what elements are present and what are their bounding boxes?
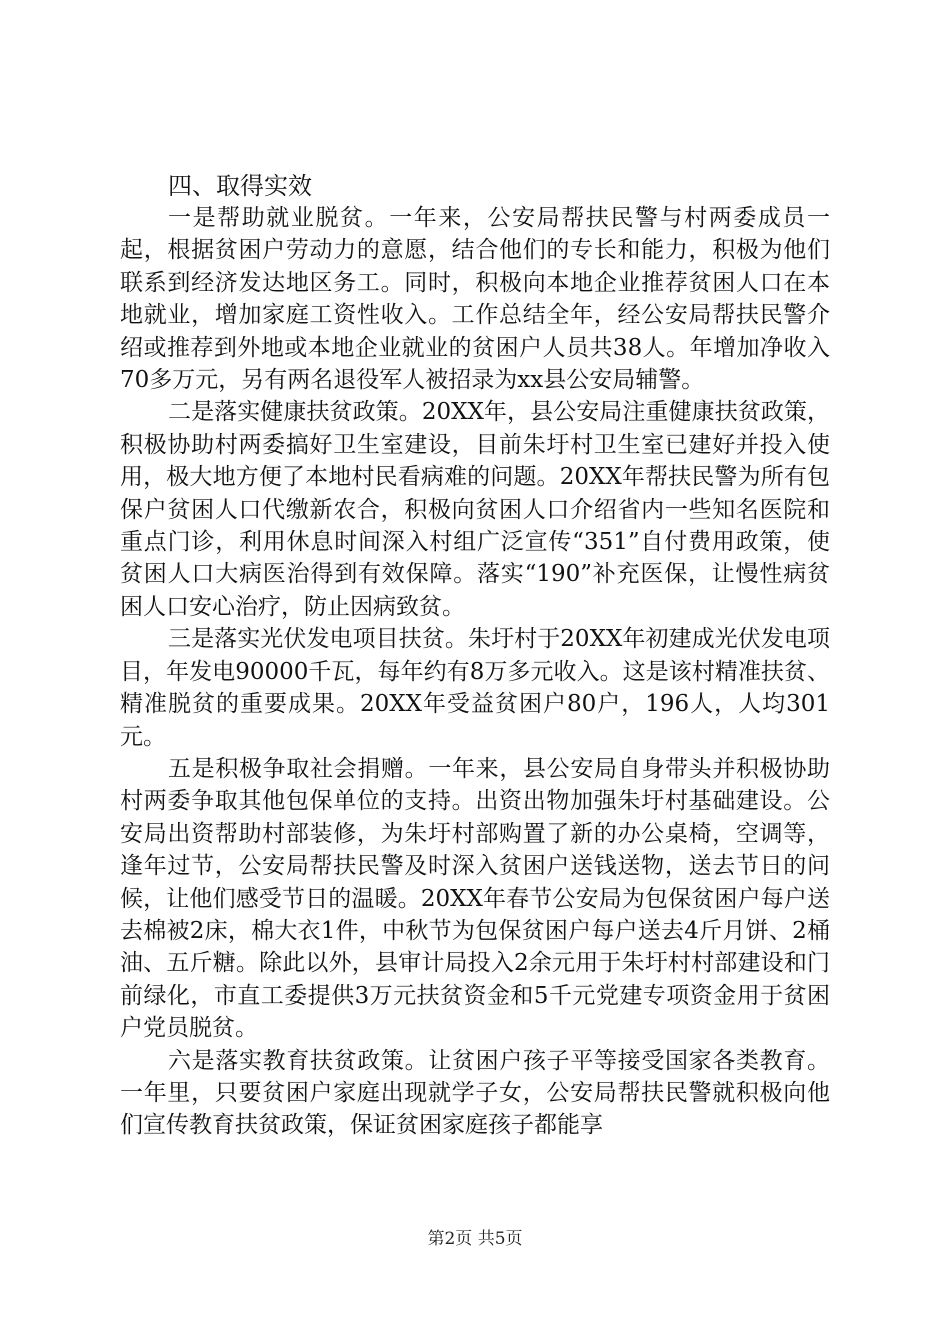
page-number-footer: 第2页 共5页 — [427, 1229, 523, 1249]
document-body — [120, 170, 830, 1142]
paragraph-solar: 三是落实光伏发电项目扶贫。朱圩村于20XX年初建成光伏发电项目，年发电90000千瓦，每年约有8万多元收入。这是该村精准扶贫、精准脱贫的重要成果。20XX年受益贫困户80户，196人，人均301元。 — [120, 626, 830, 750]
paragraph-donation: 五是积极争取社会捐赠。一年来，县公安局自身带头并积极协助村两委争取其他包保单位的支持。出资出物加强朱圩村基础建设。公安局出资帮助村部装修，为朱圩村部购置了新的办公桌椅，空调等，逢年过节，公安局帮扶民警及时深入贫困户送钱送物，送去节日的问候，让他们感受节日的温暖。20XX年春节公安局为包保贫困户每户送去棉被2床，棉大衣1件，中秋节为包保贫困户每户送去4斤月饼、2桶油、五斤糖。除此以外，县审计局投入2余元用于朱圩村村部建设和门前绿化，市直工委提供3万元扶贫资金和5千元党建专项资金用于贫困户党员脱贫。 — [120, 755, 830, 1042]
paragraph-employment: 一是帮助就业脱贫。一年来，公安局帮扶民警与村两委成员一起，根据贫困户劳动力的意愿，结合他们的专长和能力，积极为他们联系到经济发达地区务工。同时，积极向本地企业推荐贫困人口在本地就业，增加家庭工资性收入。工作总结全年，经公安局帮扶民警介绍或推荐到外地或本地企业就业的贫困户人员共38人。年增加净收入70多万元，另有两名退役军人被招录为xx县公安局辅警。 — [120, 205, 830, 394]
section-heading: 四、取得实效 — [168, 172, 312, 200]
paragraph-education: 六是落实教育扶贫政策。让贫困户孩子平等接受国家各类教育。一年里，只要贫困户家庭出现就学子女，公安局帮扶民警就积极向他们宣传教育扶贫政策，保证贫困家庭孩子都能享 — [120, 1047, 830, 1139]
paragraph-health: 二是落实健康扶贫政策。20XX年，县公安局注重健康扶贫政策，积极协助村两委搞好卫生室建设，目前朱圩村卫生室已建好并投入使用，极大地方便了本地村民看病难的问题。20XX年帮扶民警为所有包保户贫困人口代缴新农合，积极向贫困人口介绍省内一些知名医院和重点门诊，利用休息时间深入村组广泛宣传“351”自付费用政策，使贫困人口大病医治得到有效保障。落实“190”补充医保，让慢性病贫困人口安心治疗，防止因病致贫。 — [120, 399, 830, 620]
